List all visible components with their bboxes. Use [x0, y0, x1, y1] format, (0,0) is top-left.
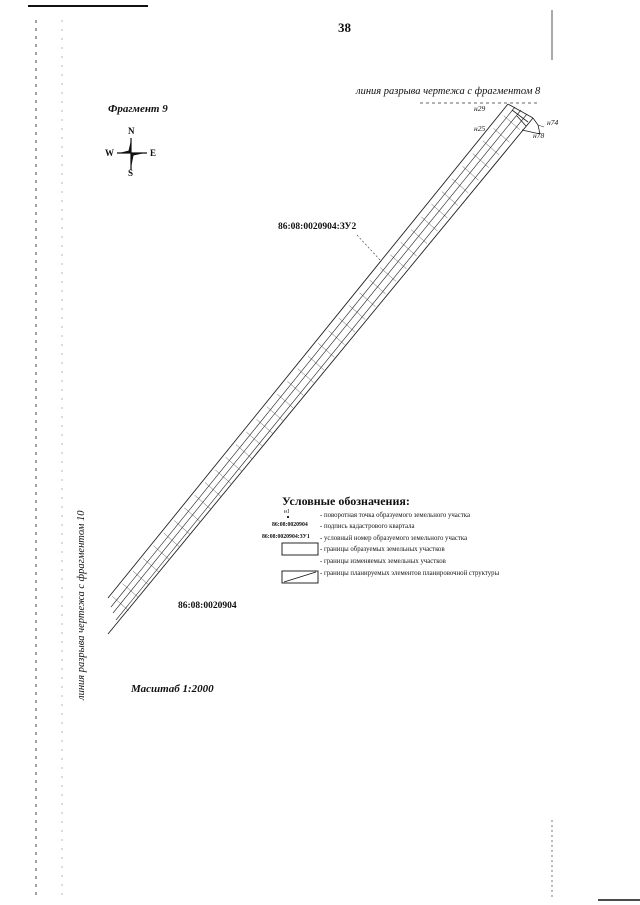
strip-cross-mark: [236, 445, 252, 459]
strip-cross-mark: [339, 318, 355, 332]
strip-cross-mark: [287, 381, 303, 395]
strip-cross-mark: [267, 407, 283, 421]
compass-rose-icon: [117, 138, 147, 170]
point-n29: н29: [474, 104, 486, 113]
strip-cross-mark: [493, 128, 509, 142]
quarter-label: 86:08:0020904: [178, 601, 237, 611]
point-n74: н74: [547, 118, 559, 127]
strip-cross-mark: [174, 520, 190, 534]
strip-boundary-2: [111, 107, 515, 607]
strip-cross-mark: [432, 204, 448, 218]
compass-south: S: [128, 168, 134, 178]
strip-cross-mark: [360, 293, 376, 307]
strip-cross-mark: [463, 166, 479, 180]
compass-east: E: [150, 148, 157, 158]
strip-cross-mark: [483, 141, 499, 155]
strip-cross-mark: [421, 217, 437, 231]
strip-cross-mark: [277, 394, 293, 408]
legend-structure-diag-icon: [284, 572, 316, 582]
strip-cross-mark: [452, 179, 468, 193]
strip-cross-mark: [380, 267, 396, 281]
strip-cross-mark: [504, 116, 520, 130]
strip-cross-mark: [411, 230, 427, 244]
strip-cross-mark: [143, 558, 159, 572]
p74-leader: [538, 125, 544, 127]
strip-cross-mark: [133, 571, 149, 585]
strip-cross-mark: [205, 483, 221, 497]
break-line-left-label: линия разрыва чертежа с фрагментом 10: [76, 510, 87, 700]
compass-west: W: [105, 148, 114, 158]
legend-parcel-box-icon: [282, 543, 318, 555]
strip-boundary-1: [108, 104, 508, 598]
legend-point-icon: [287, 516, 289, 518]
legend-text-changed-boundaries: - границы изменяемых земельных участков: [320, 558, 446, 565]
strip-cross-mark: [390, 255, 406, 269]
strip-cross-mark: [370, 280, 386, 294]
strip-cross-mark: [298, 369, 314, 383]
fragment-title: Фрагмент 9: [108, 103, 168, 115]
strip-boundary-5: [108, 118, 533, 634]
strip-cross-mark: [318, 343, 334, 357]
strip-cross-mark: [442, 192, 458, 206]
legend-text-quarter: - подпись кадастрового квартала: [320, 523, 415, 530]
strip-cross-mark: [184, 508, 200, 522]
strip-cross-mark: [329, 331, 345, 345]
point-n25: н25: [474, 124, 486, 133]
strip-cross-mark: [154, 546, 170, 560]
strip-cross-mark: [195, 495, 211, 509]
legend-key-quarter: 86:08:0020904: [272, 522, 308, 528]
legend-title: Условные обозначения:: [282, 494, 410, 508]
strip-cross-mark: [473, 154, 489, 168]
page-number: 38: [338, 20, 351, 35]
strip-cross-mark: [349, 305, 365, 319]
parcel-label: 86:08:0020904:ЗУ2: [278, 222, 357, 232]
strip-cross-mark: [112, 596, 128, 610]
legend-text-parcel-number: - условный номер образуемого земельного участка: [320, 535, 468, 542]
legend-key-point: н1: [284, 509, 290, 515]
legend-key-parcel: 86:08:0020904:ЗУ1: [262, 534, 310, 540]
strip-cross-mark: [401, 242, 417, 256]
strip-boundary-4: [116, 114, 527, 620]
strip-cross-mark: [215, 470, 231, 484]
legend-text-formed-boundaries: - границы образуемых земельных участков: [320, 546, 445, 553]
strip-cross-mark: [308, 356, 324, 370]
strip-cross-mark: [164, 533, 180, 547]
legend-text-point: - поворотная точка образуемого земельного участка: [320, 512, 471, 519]
parcel-strip: [108, 104, 533, 634]
compass-north: N: [128, 126, 135, 136]
strip-cross-mark: [257, 419, 273, 433]
strip-cross-mark: [123, 584, 139, 598]
strip-cross-mark: [246, 432, 262, 446]
scale-label: Масштаб 1:2000: [131, 683, 214, 695]
parcel-label-leader: [357, 235, 380, 260]
break-line-top-label: линия разрыва чертежа с фрагментом 8: [356, 86, 541, 97]
point-n78: н78: [533, 131, 545, 140]
legend-text-structure-boundaries: - границы планируемых элементов планировочной структуры: [320, 570, 500, 577]
strip-cross-mark: [226, 457, 242, 471]
